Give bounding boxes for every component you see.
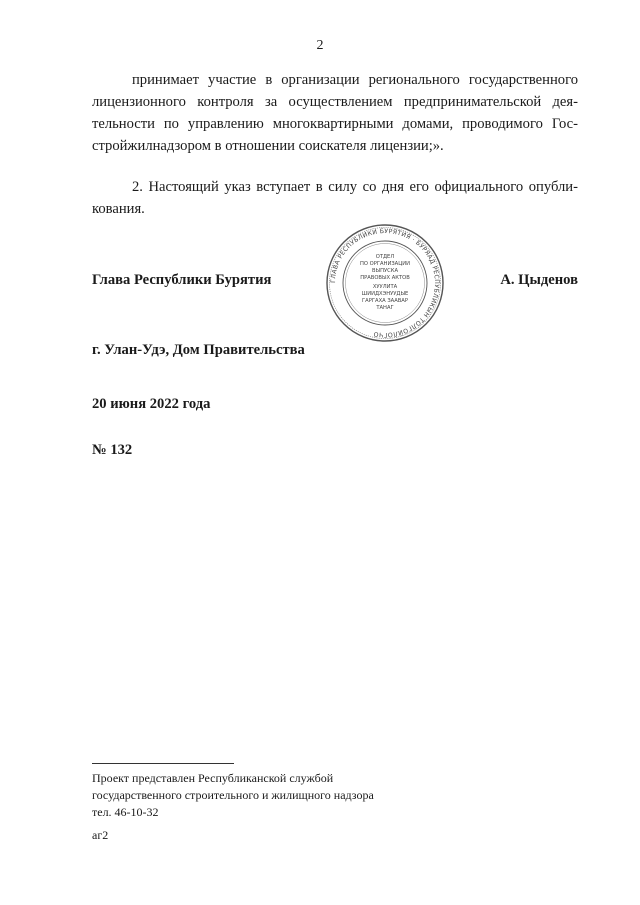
- seal-line: ВЫПУСКА: [371, 268, 399, 274]
- seal-line: ТАНАГ: [376, 305, 394, 311]
- official-seal: [324, 222, 446, 344]
- signer-title: Глава Республики Бурятия: [92, 272, 272, 288]
- signing-date: 20 июня 2022 года: [92, 396, 211, 412]
- document-code: аг2: [92, 828, 109, 842]
- seal-line: ПРАВОВЫХ АКТОВ: [360, 275, 410, 281]
- paragraph-effective-date: 2. Настоящий указ вступает в силу со дня его официального опубликования.: [92, 179, 578, 217]
- footnote-line: тел. 46-10-32: [92, 805, 159, 819]
- footnote-line: Проект представлен Республиканской службой: [92, 771, 334, 785]
- seal-outer-text: ГЛАВА РЕСПУБЛИКИ БУРЯТИЯ · БУРЯАД РЕСПУБЛИКЫН ТОЛГОЙЛОГЧО: [329, 227, 441, 339]
- seal-line: ПО ОРГАНИЗАЦИИ: [359, 261, 411, 267]
- signing-place: г. Улан-Удэ, Дом Правительства: [92, 342, 305, 358]
- footnote-divider: [92, 763, 234, 764]
- decree-number: № 132: [92, 442, 133, 458]
- signer-name: А. Цыденов: [500, 272, 578, 288]
- seal-line: ОТДЕЛ: [375, 254, 395, 260]
- seal-line: ШИИДХЭНУУДЫЕ: [361, 291, 409, 297]
- paragraph-continuation: принимает участие в организации регионального государственного лицензионного контроля за осуществлением предпринимательской деятельности по управлению многоквартирными домами, проводимого Госстройжилнадзором в отношении соискателя лицензии;».: [92, 72, 578, 154]
- seal-line: ХУУЛИТА: [372, 284, 398, 290]
- footnote: [92, 770, 374, 821]
- footnote-line: государственного строительного и жилищного надзора: [92, 788, 374, 802]
- seal-line: ГАРГАХА ЗААВАР: [362, 298, 408, 304]
- page-number: 2: [316, 38, 324, 53]
